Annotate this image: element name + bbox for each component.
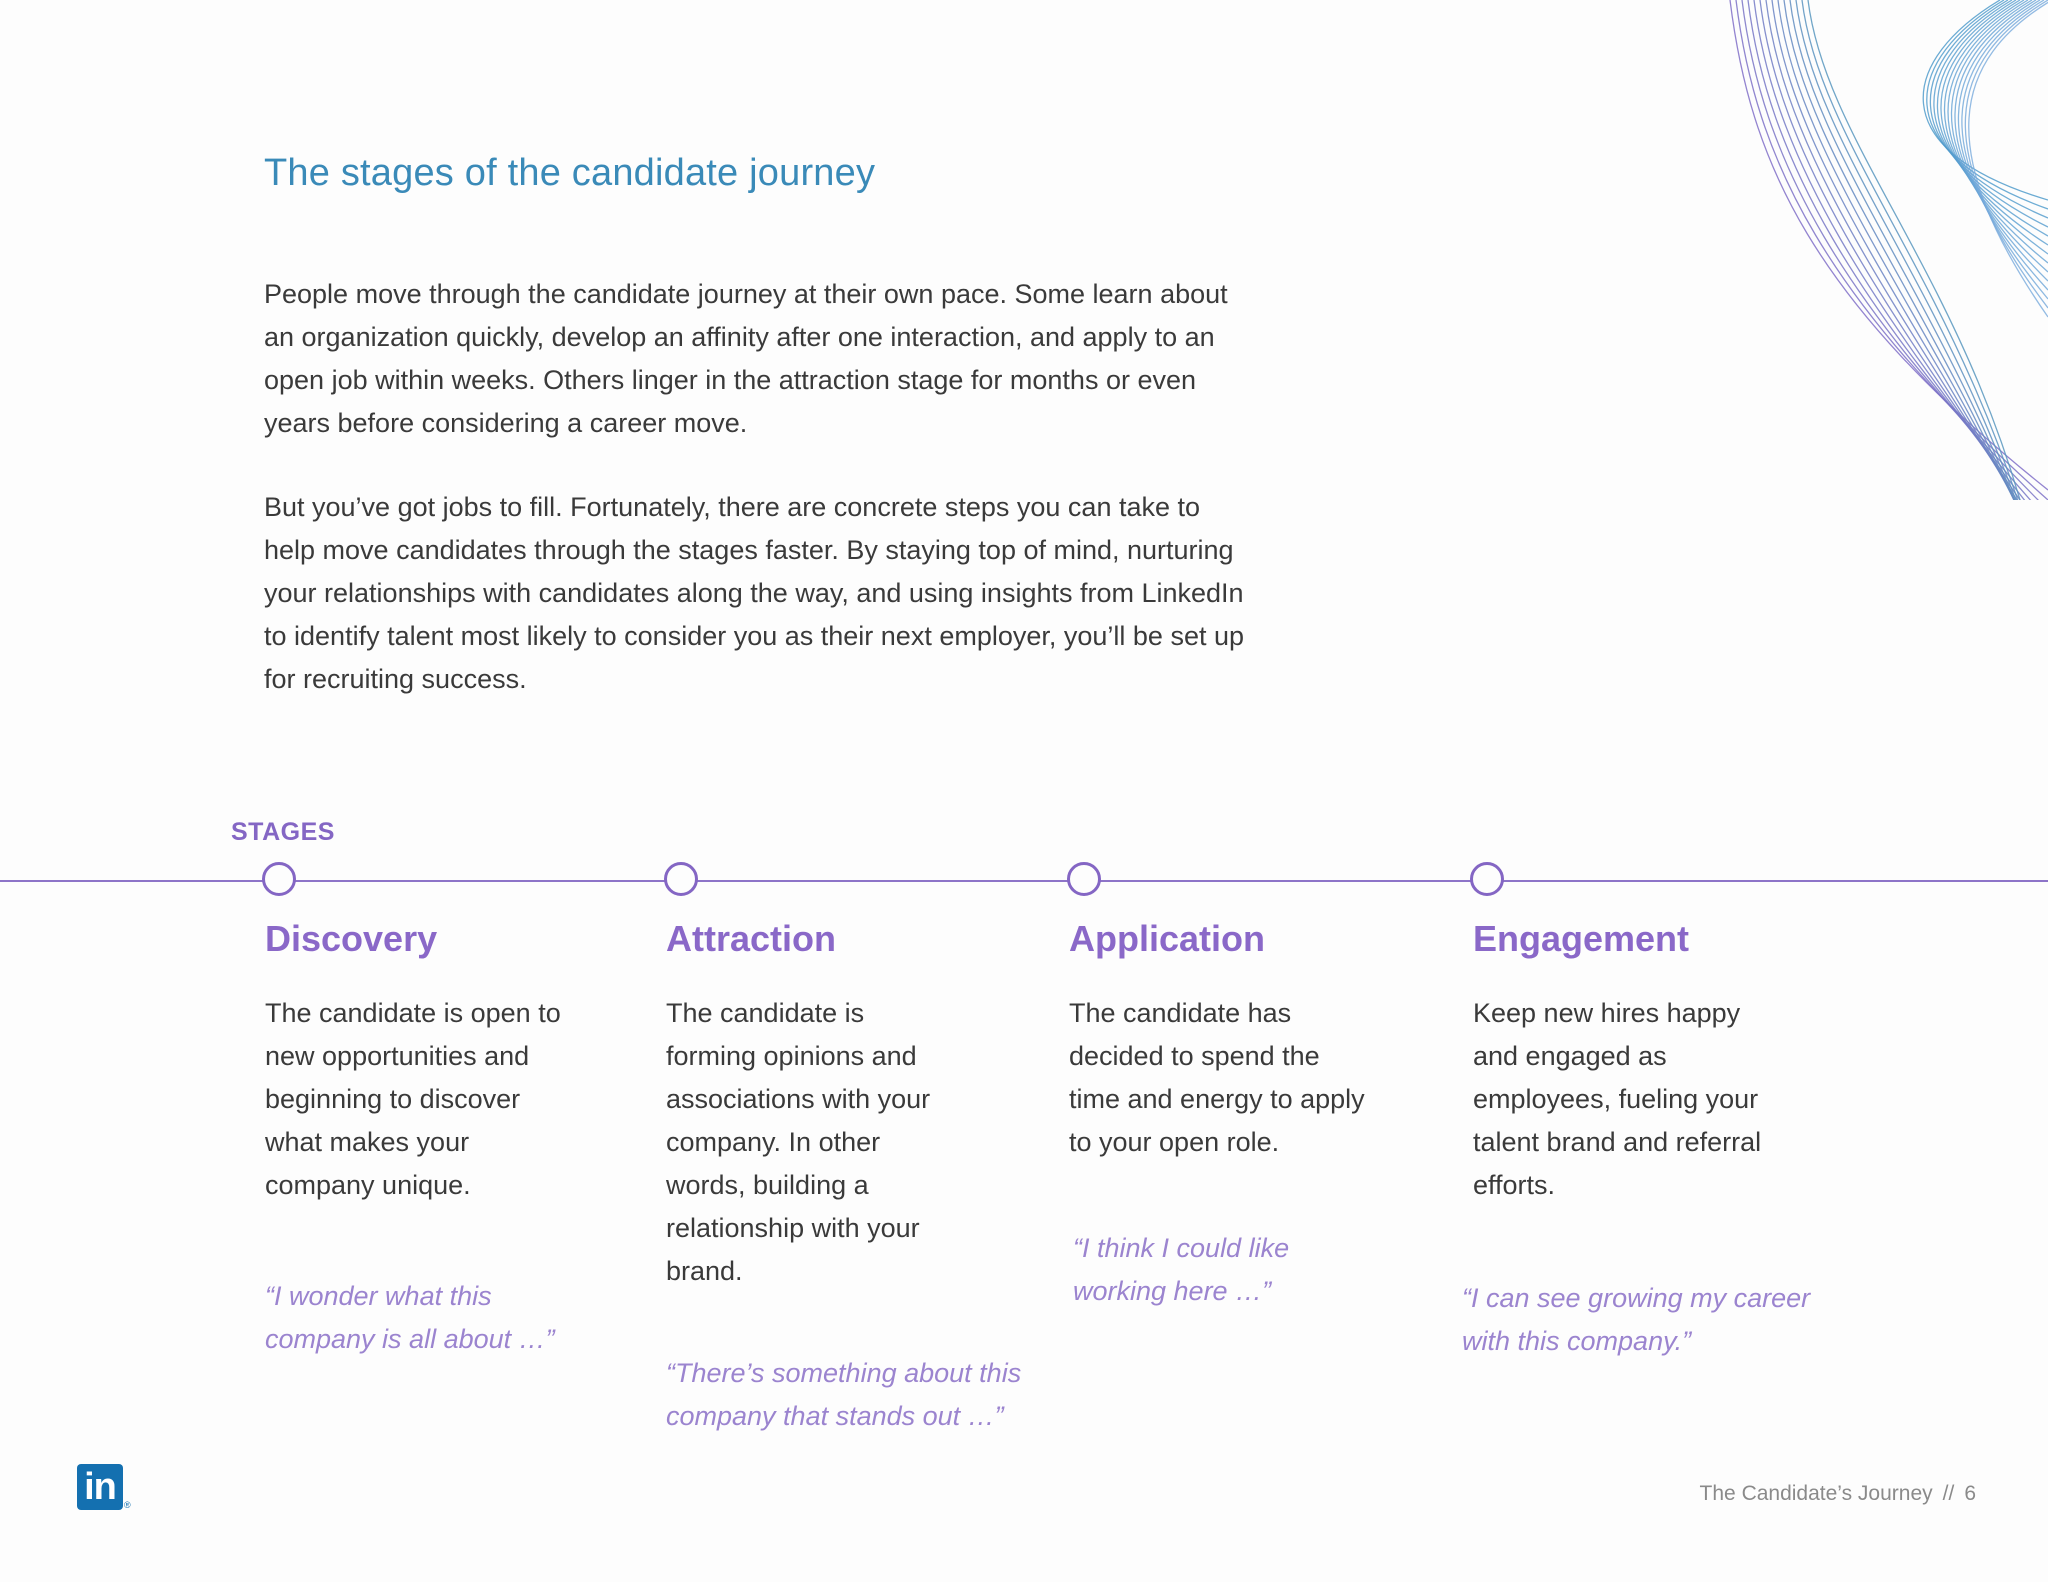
page-footer	[1700, 1482, 1976, 1506]
decorative-wave-line	[1742, 0, 2048, 500]
stage-node-discovery	[262, 862, 296, 896]
decorative-wave-line	[1958, 0, 2048, 290]
timeline-line	[0, 880, 2048, 882]
footer-doc-title: The Candidate’s Journey	[1699, 1482, 1933, 1505]
decorative-wave-line	[1965, 0, 2048, 308]
stage-quote-application: “I think I could like working here …”	[1073, 1233, 1290, 1306]
decorative-wave-line	[1760, 0, 2048, 500]
stage-node-attraction	[664, 862, 698, 896]
decorative-wave-line	[1962, 0, 2048, 299]
decorative-wave-line	[1748, 0, 2048, 500]
intro-paragraph: People move through the candidate journey at their own pace. Some learn about an organization quickly, develop an affinity after one interaction, and apply to an open job within weeks. Others linger in the attraction stage for months or even years before considering a career move.	[264, 279, 1228, 438]
body-paragraph: But you’ve got jobs to fill. Fortunately, there are concrete steps you can take to help move candidates through the stages faster. By staying top of mind, nurturing your relationships with candidates along the way, and using insights from LinkedIn to identify talent most likely to consider you as their next employer, you’ll be set up for recruiting success.	[264, 492, 1245, 694]
page-title: The stages of the candidate journey	[264, 152, 876, 194]
stage-quote-engagement: “I can see growing my career with this company.”	[1462, 1283, 1811, 1356]
stage-node-engagement	[1470, 862, 1504, 896]
page-number: 6	[1964, 1482, 1976, 1505]
stage-title-discovery: Discovery	[265, 918, 438, 959]
stage-quote-discovery: “I wonder what this company is all about …”	[265, 1281, 555, 1354]
stage-description-application: The candidate has decided to spend the time and energy to apply to your open role.	[1069, 998, 1365, 1157]
stage-description-attraction: The candidate is forming opinions and associations with your company. In other words, building a relationship with your brand.	[666, 998, 931, 1286]
stage-title-attraction: Attraction	[666, 918, 836, 959]
stage-description-discovery: The candidate is open to new opportunities and beginning to discover what makes your company unique.	[265, 998, 561, 1200]
registered-mark: ®	[124, 1500, 131, 1510]
wave-lines-decoration	[1700, 0, 2048, 500]
decorative-wave-line	[1778, 0, 2048, 500]
stage-title-engagement: Engagement	[1473, 918, 1690, 959]
decorative-wave-line	[1790, 0, 2048, 500]
footer-separator: //	[1942, 1482, 1955, 1505]
stage-quote-attraction: “There’s something about this company that stands out …”	[666, 1358, 1022, 1431]
linkedin-logo-icon: in	[77, 1464, 123, 1510]
decorative-wave-line	[1754, 0, 2048, 500]
stages-label: STAGES	[231, 818, 335, 846]
stage-title-application: Application	[1069, 918, 1265, 959]
stage-node-application	[1067, 862, 1101, 896]
stage-description-engagement: Keep new hires happy and engaged as employees, fueling your talent brand and referral efforts.	[1473, 998, 1762, 1200]
